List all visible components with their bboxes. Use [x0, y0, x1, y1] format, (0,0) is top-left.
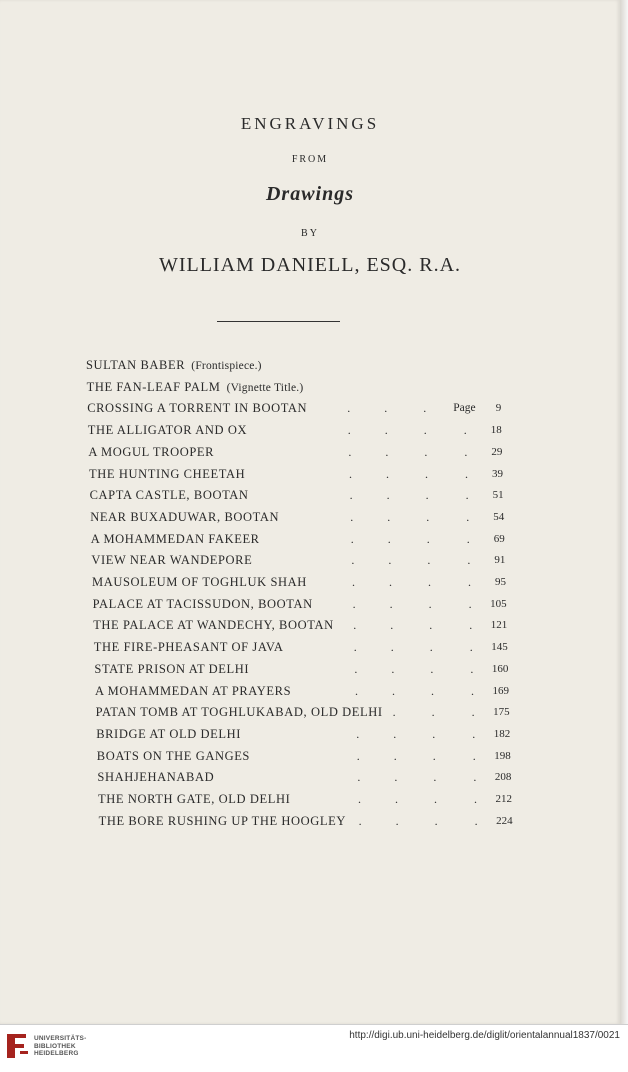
leader-dot: . [472, 748, 476, 763]
toc-entry-title: VIEW NEAR WANDEPORE [91, 553, 253, 568]
toc-entry-page: 160 [491, 662, 509, 675]
leader-dot: . [430, 661, 434, 676]
leader-dot: . [469, 618, 473, 633]
toc-entry-page: 169 [492, 684, 509, 697]
leader-dot: . [433, 770, 437, 785]
leader-dot: . [393, 748, 397, 763]
toc-entry [97, 747, 250, 765]
toc-entry [99, 812, 346, 830]
toc-entry-page: 182 [493, 727, 511, 740]
leader-dot: . [384, 423, 388, 438]
leader-dot: . [387, 531, 391, 546]
leader-dot: . [428, 596, 432, 611]
leader-dot: . [391, 661, 395, 676]
toc-entry-page: 145 [491, 641, 508, 654]
toc-entry [94, 660, 249, 678]
leader-dot: . [351, 553, 355, 568]
leader-dot: . [434, 792, 437, 806]
toc-entry-title: THE BORE RUSHING UP THE HOOGLEY [98, 813, 347, 828]
leader-dot: . [348, 444, 352, 459]
leader-dot: . [466, 531, 470, 546]
toc-entry-title: STATE PRISON AT DELHI [94, 661, 250, 676]
leader-dot: . [423, 423, 427, 438]
leader-dot: . [350, 531, 354, 546]
leader-dot: . [428, 575, 431, 589]
toc-entry-title: THE FAN-LEAF PALM [86, 379, 221, 394]
leader-dot: . [355, 683, 358, 698]
leader-dot: . [386, 466, 389, 481]
toc-entry-title: MAUSOLEUM OF TOGHLUK SHAH [92, 575, 307, 589]
toc-entry [91, 551, 252, 569]
leader-dot: . [465, 488, 469, 503]
toc-entry-page: 39 [492, 467, 503, 480]
toc-entry-title: A MOGUL TROOPER [88, 444, 215, 459]
toc-entry [92, 573, 307, 591]
leader-dot: . [470, 661, 474, 676]
toc-entry-page: 18 [490, 424, 502, 437]
toc-entry [89, 465, 245, 483]
toc-entry-title: SHAHJEHANABAD [97, 770, 215, 785]
leader-dot: . [353, 640, 357, 655]
leader-dot: . [472, 726, 476, 741]
leader-dot: . [471, 705, 475, 720]
toc-entry-title: THE ALLIGATOR AND OX [87, 423, 248, 438]
leader-dot: . [468, 596, 472, 611]
leader-dot: . [463, 423, 467, 438]
library-name-line2: BIBLIOTHEK [34, 1042, 76, 1050]
leader-dot: . [432, 748, 436, 763]
library-name [34, 1035, 86, 1058]
toc-entry [97, 768, 214, 786]
toc-entry-page: 29 [491, 445, 503, 458]
toc-entry-title: THE FIRE-PHEASANT OF JAVA [93, 640, 284, 655]
leader-dot: . [389, 596, 393, 611]
toc-entry-page: 121 [490, 619, 508, 632]
toc-entry [86, 356, 262, 374]
toc-entry-title: THE PALACE AT WANDECHY, BOOTAN [93, 618, 334, 633]
leader-dot: . [427, 553, 431, 568]
leader-dot: . [386, 488, 390, 503]
toc-entry-title: BRIDGE AT OLD DELHI [96, 726, 242, 741]
leader-dot: . [426, 531, 430, 546]
leader-dot: . [465, 466, 468, 481]
toc-entry [95, 682, 291, 700]
leader-dot: . [429, 618, 433, 633]
toc-entry-title: THE NORTH GATE, OLD DELHI [98, 792, 291, 806]
heading-author: WILLIAM DANIELL, ESQ. R.A. [158, 254, 462, 276]
leader-dot: . [385, 444, 389, 459]
leader-dot: . [393, 726, 397, 741]
heading-engravings: ENGRAVINGS [240, 114, 380, 133]
toc-entry-title: CROSSING A TORRENT IN BOOTAN [87, 401, 308, 416]
leader-dot: . [349, 488, 353, 503]
leader-dot: . [434, 813, 438, 828]
heading-by: BY [301, 228, 319, 239]
toc-entry-title: PATAN TOMB AT TOGHLUKABAD, OLD DELHI [95, 705, 383, 720]
leader-dot: . [424, 444, 428, 459]
toc-entry-page: 51 [492, 489, 504, 502]
leader-dot: . [471, 683, 474, 698]
leader-dot: . [350, 509, 354, 524]
toc-entry-title: A MOHAMMEDAN FAKEER [90, 531, 260, 546]
leader-dot: . [395, 792, 398, 806]
toc-entry-page: 9 [495, 402, 502, 415]
heading-from: FROM [291, 154, 329, 165]
page-edge [620, 0, 628, 1024]
leader-dot: . [347, 423, 351, 438]
toc-entry-note: (Vignette Title.) [220, 381, 304, 394]
heading-drawings: Drawings [265, 183, 355, 205]
leader-dot: . [356, 726, 360, 741]
toc-entry-page: 69 [493, 532, 505, 545]
toc-entry-page: 95 [495, 576, 506, 588]
toc-entry [87, 378, 304, 396]
toc-entry-page: 175 [493, 706, 510, 719]
toc-entry-page: 208 [494, 771, 512, 784]
leader-dot: . [389, 575, 392, 589]
leader-dot: . [474, 813, 478, 828]
leader-dot: . [425, 488, 429, 503]
toc-entry [90, 508, 279, 526]
leader-dot: . [431, 683, 434, 698]
leader-dot: . [394, 770, 398, 785]
leader-dot: . [356, 748, 360, 763]
toc-entry [93, 616, 334, 634]
leader-dot: . [384, 401, 388, 416]
leader-dot: . [353, 618, 357, 633]
library-name-line3: HEIDELBERG [34, 1050, 79, 1057]
leader-dot: . [387, 509, 391, 524]
leader-dot: . [390, 640, 394, 655]
leader-dot: . [392, 683, 395, 698]
toc-entry-note: (Frontispiece.) [185, 360, 262, 372]
toc-entry [87, 399, 307, 417]
leader-dot: . [388, 553, 392, 568]
toc-entry-title: A MOHAMMEDAN AT PRAYERS [95, 683, 292, 698]
leader-dot: . [473, 770, 477, 785]
leader-dot: . [474, 792, 477, 806]
leader-dot: . [432, 726, 436, 741]
leader-dot: . [425, 466, 428, 481]
toc-entry [98, 790, 290, 808]
leader-dot: . [392, 705, 396, 720]
library-name-line1: UNIVERSITÄTS- [34, 1035, 87, 1042]
leader-dot: . [469, 640, 473, 655]
toc-entry-title: PALACE AT TACISSUDON, BOOTAN [92, 596, 313, 611]
toc-entry [88, 443, 214, 461]
toc-entry-page: 224 [496, 814, 513, 827]
leader-dot: . [390, 618, 394, 633]
toc-entry [96, 725, 241, 743]
source-url[interactable]: http://digi.ub.uni-heidelberg.de/diglit/orientalannual1837/0021 [349, 1030, 620, 1041]
toc-entry-title: CAPTA CASTLE, BOOTAN [89, 488, 249, 503]
toc-entry [94, 638, 284, 656]
leader-dot: . [357, 770, 361, 785]
leader-dot: . [349, 466, 352, 481]
leader-dot: . [354, 661, 358, 676]
toc-entry [93, 595, 313, 613]
leader-dot: . [347, 401, 351, 416]
toc-entry-title: SULTAN BABER [86, 358, 186, 372]
toc-entry-page: 105 [490, 597, 507, 610]
leader-dot: . [423, 401, 427, 416]
leader-dot: . [431, 705, 435, 720]
leader-dot: . [426, 509, 430, 524]
page-column-label: Page [453, 402, 476, 415]
leader-dot: . [352, 596, 356, 611]
leader-dot: . [358, 813, 362, 828]
leader-dot: . [468, 575, 471, 589]
toc-entry-page: 91 [494, 554, 506, 567]
leader-dot: . [466, 509, 470, 524]
toc-entry-page: 54 [493, 510, 505, 523]
toc-entry [91, 530, 260, 548]
library-logo-icon [6, 1031, 30, 1061]
toc-entry [90, 486, 249, 504]
toc-entry [88, 421, 247, 439]
toc-entry-title: BOATS ON THE GANGES [96, 748, 250, 763]
toc-entry [96, 703, 383, 721]
leader-dot: . [358, 792, 361, 806]
leader-dot: . [467, 553, 471, 568]
toc-entry-page: 212 [495, 793, 512, 805]
leader-dot: . [395, 813, 399, 828]
leader-dot: . [429, 640, 433, 655]
toc-entry-page: 198 [494, 749, 511, 762]
leader-dot: . [352, 575, 355, 589]
toc-entry-title: THE HUNTING CHEETAH [89, 466, 246, 481]
leader-dot: . [464, 444, 468, 459]
toc-entry-title: NEAR BUXADUWAR, BOOTAN [90, 509, 280, 524]
